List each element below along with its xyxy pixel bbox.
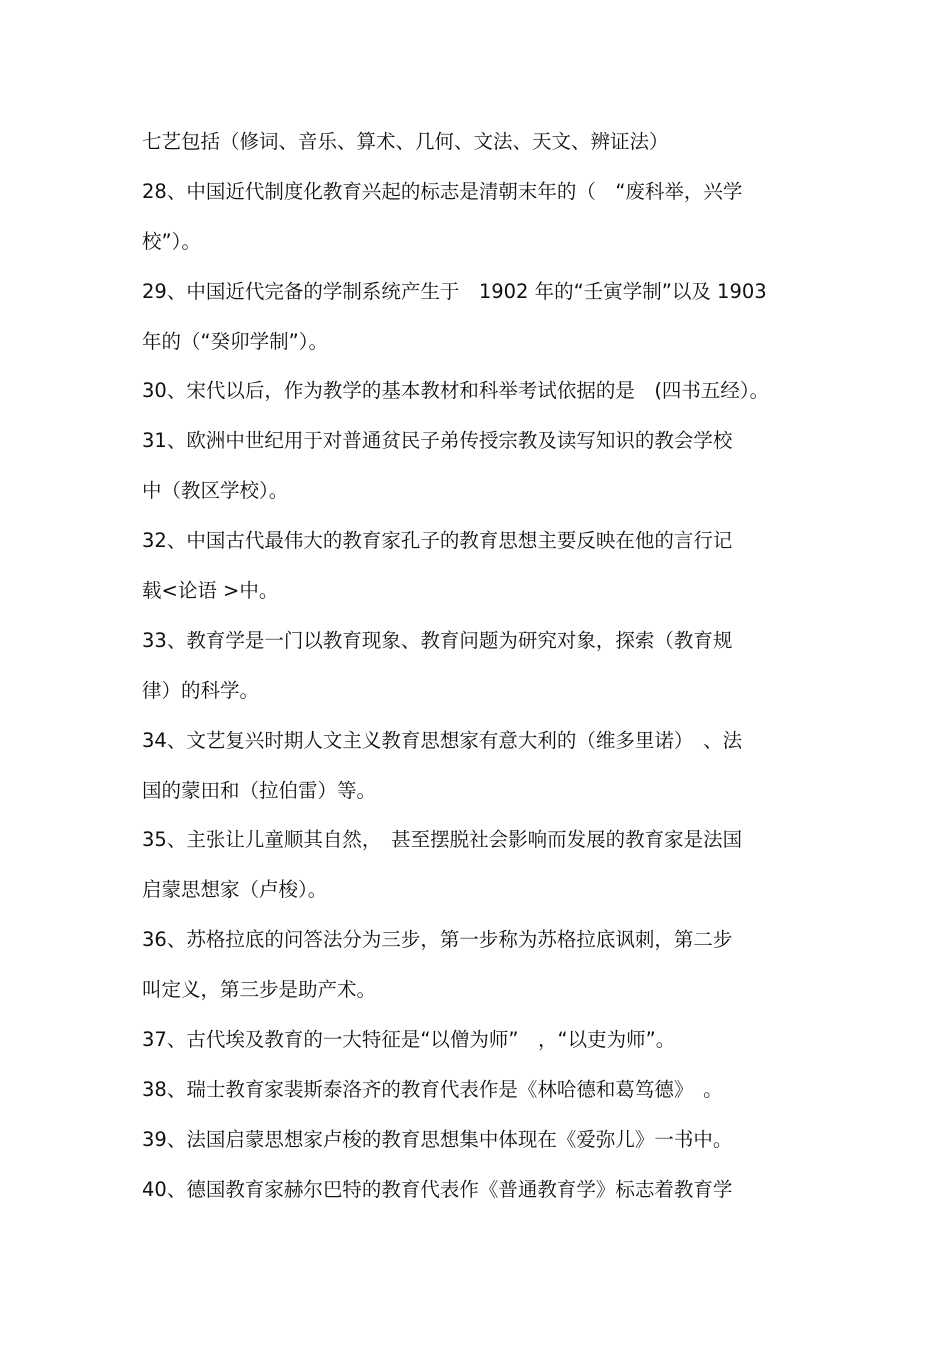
text-line: 校”）。 [142, 229, 201, 253]
text-line: 30、宋代以后，作为教学的基本教材和科举考试依据的是 (四书五经）。 [142, 379, 770, 403]
text-line: 32、中国古代最伟大的教育家孔子的教育思想主要反映在他的言行记 [142, 529, 733, 553]
text-line: 39、法国启蒙思想家卢梭的教育思想集中体现在《爱弥儿》一书中。 [142, 1127, 733, 1151]
text-line: 36、苏格拉底的问答法分为三步，第一步称为苏格拉底讽刺，第二步 [142, 928, 733, 952]
text-line: 载<论语 >中。 [142, 579, 279, 603]
text-line: 年的（“癸卯学制”）。 [142, 329, 328, 353]
text-line: 启蒙思想家（卢梭）。 [142, 878, 328, 902]
text-line: 29、中国近代完备的学制系统产生于 1902 年的“壬寅学制”以及 1903 [142, 279, 767, 303]
text-line: 中（教区学校）。 [142, 479, 289, 503]
text-line: 35、主张让儿童顺其自然， 甚至摆脱社会影响而发展的教育家是法国 [142, 828, 743, 852]
text-line: 七艺包括（修词、音乐、算术、几何、文法、天文、辨证法） [142, 130, 669, 153]
text-line: 律）的科学。 [142, 678, 260, 702]
text-line: 叫定义，第三步是助产术。 [142, 978, 377, 1002]
text-line: 38、瑞士教育家裴斯泰洛齐的教育代表作是《林哈德和葛笃德》 。 [142, 1077, 723, 1101]
text-line: 国的蒙田和（拉伯雷）等。 [142, 778, 377, 802]
text-line: 31、欧洲中世纪用于对普通贫民子弟传授宗教及读写知识的教会学校 [142, 429, 733, 453]
text-line: 34、文艺复兴时期人文主义教育思想家有意大利的（维多里诺） 、法 [142, 728, 743, 752]
text-line: 28、中国近代制度化教育兴起的标志是清朝末年的（ “废科举，兴学 [142, 179, 743, 203]
text-line: 37、古代埃及教育的一大特征是“以僧为师” ，“以吏为师”。 [142, 1028, 676, 1052]
document-body [142, 120, 822, 1218]
text-line: 40、德国教育家赫尔巴特的教育代表作《普通教育学》标志着教育学 [142, 1177, 733, 1201]
text-line: 33、教育学是一门以教育现象、教育问题为研究对象，探索（教育规 [142, 628, 733, 652]
